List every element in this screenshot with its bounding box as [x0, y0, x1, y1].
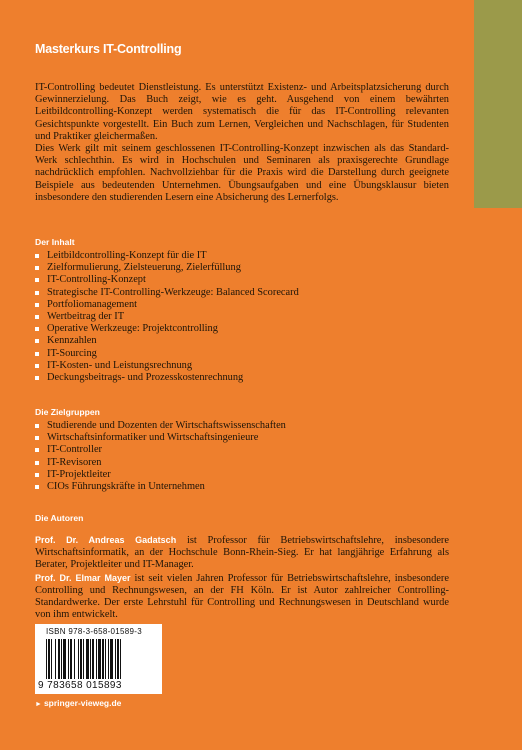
- bullet-icon: [35, 266, 39, 270]
- list-item: IT-Revisoren: [35, 457, 286, 469]
- barcode-bar: [83, 639, 84, 679]
- list-item: Zielformulierung, Zielsteuerung, Zielerfüllung: [35, 262, 299, 274]
- inhalt-list: [35, 250, 299, 384]
- list-item: Wirtschaftsinformatiker und Wirtschaftsingenieure: [35, 432, 286, 444]
- authors-block: [35, 534, 449, 621]
- autoren-heading: Die Autoren: [35, 513, 84, 523]
- author-1-name: Prof. Dr. Andreas Gadatsch: [35, 535, 177, 545]
- list-item: Strategische IT-Controlling-Werkzeuge: Balanced Scorecard: [35, 287, 299, 299]
- list-item: Portfoliomanagement: [35, 299, 299, 311]
- barcode-bar: [92, 639, 94, 679]
- barcode-bar: [70, 639, 72, 679]
- bullet-icon: [35, 364, 39, 368]
- publisher-website[interactable]: ► springer-vieweg.de: [35, 698, 122, 708]
- list-item: IT-Sourcing: [35, 348, 299, 360]
- bullet-icon: [35, 315, 39, 319]
- list-item: IT-Controlling-Konzept: [35, 274, 299, 286]
- barcode-bar: [120, 639, 121, 679]
- barcode-bar: [98, 639, 101, 679]
- list-item: Kennzahlen: [35, 335, 299, 347]
- inhalt-heading: Der Inhalt: [35, 237, 75, 247]
- author-1-bio: Prof. Dr. Andreas Gadatsch ist Professor für Betriebswirtschaftslehre, insbesondere Wirtschaftsinformatik, an der Hochschule Bonn-Rhein-Sieg. Er hat langjährige Erfahrung als Berater, Projektleiter und IT-Manager.: [35, 535, 449, 571]
- intro-text: [35, 82, 449, 204]
- barcode-bar: [102, 639, 104, 679]
- list-item: CIOs Führungskräfte in Unternehmen: [35, 481, 286, 493]
- bullet-icon: [35, 461, 39, 465]
- barcode-bar: [58, 639, 60, 679]
- barcode-bar: [96, 639, 97, 679]
- arrow-icon: ►: [35, 701, 42, 708]
- list-item: Deckungsbeitrags- und Prozesskostenrechnung: [35, 372, 299, 384]
- list-item: IT-Controller: [35, 444, 286, 456]
- barcode-digits: 9 783658 015893: [38, 680, 122, 691]
- bullet-icon: [35, 352, 39, 356]
- barcode-bar: [68, 639, 69, 679]
- list-item: IT-Projektleiter: [35, 469, 286, 481]
- isbn-label: ISBN 978-3-658-01589-3: [46, 627, 142, 636]
- barcode-bar: [110, 639, 113, 679]
- list-item: IT-Kosten- und Leistungsrechnung: [35, 360, 299, 372]
- barcode-bar: [90, 639, 91, 679]
- bullet-icon: [35, 376, 39, 380]
- barcode-bar: [51, 639, 52, 679]
- zielgruppen-list: [35, 420, 286, 493]
- list-item: Studierende und Dozenten der Wirtschaftswissenschaften: [35, 420, 286, 432]
- list-item: Wertbeitrag der IT: [35, 311, 299, 323]
- bullet-icon: [35, 303, 39, 307]
- barcode-bar: [115, 639, 116, 679]
- barcode-bar: [63, 639, 66, 679]
- bullet-icon: [35, 424, 39, 428]
- list-item: Operative Werkzeuge: Projektcontrolling: [35, 323, 299, 335]
- barcode-bar: [48, 639, 50, 679]
- intro-paragraph-1: IT-Controlling bedeutet Dienstleistung. Es unterstützt Existenz- und Arbeitsplatzsicherung durch Gewinnerzielung. Das Buch zeigt, wie es geht. Ausgehend von einem bewährten Leitbildcontrolling-Konzept werden systematisch die für das IT-Controlling relevanten Gesichtspunkte vorgestellt. Ein Buch zum Lernen, Vergleichen und Nachschlagen, für Studenten und Praktiker gleichermaßen.: [35, 82, 449, 142]
- bullet-icon: [35, 339, 39, 343]
- barcode: [35, 624, 162, 694]
- barcode-bar: [55, 639, 56, 679]
- book-title: Masterkurs IT-Controlling: [35, 42, 182, 56]
- barcode-bar: [78, 639, 79, 679]
- bullet-icon: [35, 473, 39, 477]
- intro-paragraph-2: Dies Werk gilt mit seinem geschlossenen IT-Controlling-Konzept inzwischen als das Standard-Werk schlechthin. Es wird in Hochschulen und Seminaren als praxisgerechte Grundlage nachdrücklich empfohlen. Nachvollziehbar für die Praxis wird die Darstellung durch geeignete Beispiele aus bedeutenden Unternehmen. Übungsaufgaben und eine Übungsklausur bieten insbesondere den studierenden Lesern eine Absicherung des Lernerfolgs.: [35, 143, 449, 203]
- barcode-bar: [117, 639, 119, 679]
- bullet-icon: [35, 436, 39, 440]
- barcode-bar: [74, 639, 75, 679]
- bullet-icon: [35, 291, 39, 295]
- barcode-bar: [46, 639, 47, 679]
- bullet-icon: [35, 327, 39, 331]
- author-2-bio: Prof. Dr. Elmar Mayer ist seit vielen Jahren Professor für Betriebswirtschaftslehre, insbesondere Controlling und Rechnungswesen, an der FH Köln. Er ist Autor zahlreicher Controlling-Standardwerke. Der erste Lehrstuhl für Controlling und Rechnungswesen in Deutschland wurde von ihm entwickelt.: [35, 572, 449, 621]
- author-2-name: Prof. Dr. Elmar Mayer: [35, 572, 131, 583]
- accent-strip: [474, 0, 522, 208]
- bullet-icon: [35, 254, 39, 258]
- barcode-bar: [105, 639, 106, 679]
- barcode-bar: [80, 639, 82, 679]
- bullet-icon: [35, 448, 39, 452]
- list-item: Leitbildcontrolling-Konzept für die IT: [35, 250, 299, 262]
- bullet-icon: [35, 278, 39, 282]
- barcode-bar: [61, 639, 62, 679]
- zielgruppen-heading: Die Zielgruppen: [35, 407, 100, 417]
- bullet-icon: [35, 485, 39, 489]
- barcode-bar: [86, 639, 89, 679]
- barcode-bars: [46, 639, 152, 679]
- barcode-bar: [108, 639, 109, 679]
